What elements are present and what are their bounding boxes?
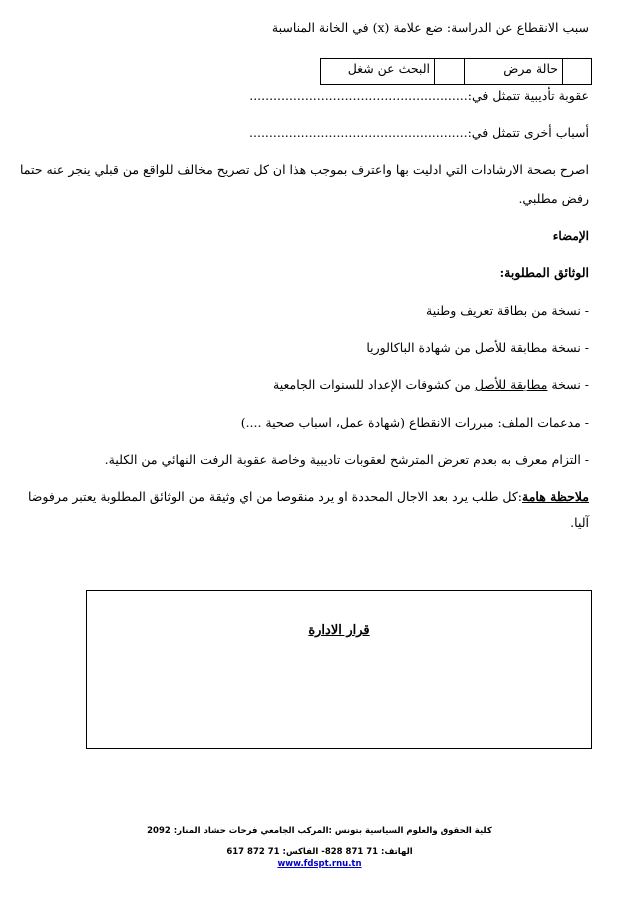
important-note-line-1	[27, 489, 589, 505]
document-item-commitment: - التزام معرف به بعدم تعرض المترشح لعقوبات تاديبية وخاصة عقوبة الرفت النهائي من الكلية.	[104, 452, 589, 467]
declaration-line-2: رفض مطلبي.	[518, 191, 589, 206]
illness-option	[464, 59, 562, 84]
important-note-line-2: آليا.	[570, 515, 589, 530]
document-item-baccalaureate: - نسخة مطابقة للأصل من شهادة الباكالوريا	[366, 340, 589, 355]
other-reasons-line: أسباب أخرى تتمثل في:.......................................................	[249, 125, 589, 140]
illness-checkbox[interactable]	[562, 59, 591, 84]
important-note-label: ملاحظة هامة	[522, 489, 589, 504]
job-search-label: البحث عن شغل	[347, 61, 430, 76]
footer-website-link[interactable]: www.fdspt.rnu.tn	[277, 859, 362, 869]
job-search-checkbox[interactable]	[434, 59, 464, 84]
document-item-supporting: - مدعمات الملف: مبررات الانقطاع (شهادة عمل، اسباب صحية ....)	[240, 415, 589, 430]
footer-website-row	[0, 859, 639, 870]
reason-options-table	[320, 58, 592, 85]
administration-decision-title: قرار الادارة	[308, 623, 370, 638]
illness-label: حالة مرض	[503, 61, 558, 76]
signature-label: الإمضاء	[552, 229, 589, 243]
footer-address: كلية الحقوق والعلوم السياسية بتونس :المركب الجامعي فرحات حشاد المنار: 2092	[147, 826, 492, 836]
footer-phone-fax: الهاتف: 71 871 828- الفاكس: 71 872 617	[226, 847, 413, 857]
document-item-transcripts-suffix: من كشوفات الإعداد للسنوات الجامعية	[273, 377, 475, 392]
reason-prompt: سبب الانقطاع عن الدراسة: ضع علامة (x) في الخانة المناسبة	[271, 20, 589, 35]
document-item-transcripts-underlined: مطابقة للأصل	[474, 377, 548, 392]
disciplinary-line: عقوبة تأديبية تتمثل في:.......................................................	[249, 88, 589, 103]
important-note-text: :كل طلب يرد بعد الاجال المحددة او يرد منقوصا من اي وثيقة من الوثائق المطلوبة يعتبر مرفوضا	[27, 489, 522, 504]
document-item-transcripts	[30, 377, 589, 393]
declaration-line-1: اصرح بصحة الارشادات التي ادليت بها واعترف بموجب هذا ان كل تصريح مخالف للواقع من قبلي ينجر عنه حتما	[19, 162, 589, 177]
document-item-transcripts-prefix: - نسخة	[547, 377, 589, 392]
documents-heading: الوثائق المطلوبة:	[499, 265, 589, 280]
document-item-id-card: - نسخة من بطاقة تعريف وطنية	[426, 303, 589, 318]
job-search-option	[321, 59, 434, 84]
administration-decision-box	[86, 590, 592, 749]
